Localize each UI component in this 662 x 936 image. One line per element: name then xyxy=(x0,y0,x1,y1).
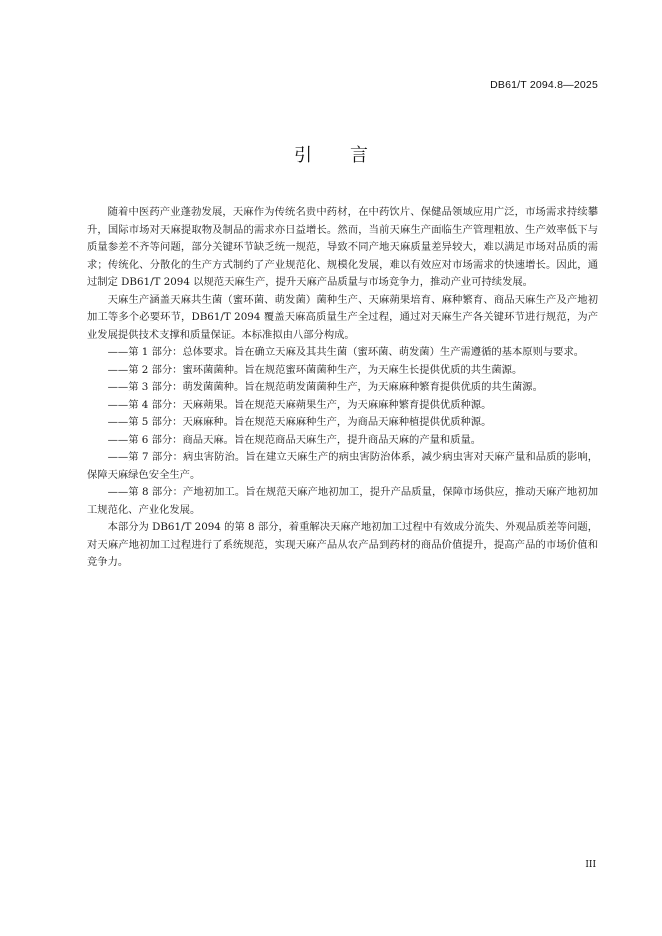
title-char-2: 言 xyxy=(350,145,368,166)
list-item-part-3: ——第 3 部分：萌发菌菌种。旨在规范萌发菌菌种生产，为天麻麻种繁育提供优质的共生菌源。 xyxy=(107,381,543,393)
list-item-part-7: ——第 7 部分：病虫害防治。旨在建立天麻生产的病虫害防治体系，减少病虫害对天麻产量和品质的影响，保障天麻绿色安全生产。 xyxy=(87,451,598,481)
document-code: DB61/T 2094.8—2025 xyxy=(490,79,598,91)
title-char-1: 引 xyxy=(294,145,312,166)
page-number: III xyxy=(585,860,596,870)
list-item-part-6: ——第 6 部分：商品天麻。旨在规范商品天麻生产，提升商品天麻的产量和质量。 xyxy=(107,433,482,446)
list-item-part-2: ——第 2 部分：蜜环菌菌种。旨在规范蜜环菌菌种生产，为天麻生长提供优质的共生菌源。 xyxy=(107,363,523,376)
list-item-part-8: ——第 8 部分：产地初加工。旨在规范天麻产地初加工，提升产品质量，保障市场供应，推动天麻产地初加工规范化、产业化发展。 xyxy=(87,486,598,516)
section-title xyxy=(0,141,662,167)
list-item-part-1: ——第 1 部分：总体要求。旨在确立天麻及其共生菌（蜜环菌、萌发菌）生产需遵循的基本原则与要求。 xyxy=(107,346,585,358)
paragraph-scope: 天麻生产涵盖天麻共生菌（蜜环菌、萌发菌）菌种生产、天麻蒴果培育、麻种繁育、商品天麻生产及产地初加工等多个必要环节，DB61/T 2094 覆盖天麻高质量生产全过程，通过对天麻生产各关键环节进行规范，为产业发展提供技术支撑和质量保证。本标准拟由八部分构成。 xyxy=(87,293,598,341)
list-item-part-4: ——第 4 部分：天麻蒴果。旨在规范天麻蒴果生产，为天麻麻种繁育提供优质种源。 xyxy=(107,398,492,411)
paragraph-intro-background: 随着中医药产业蓬勃发展，天麻作为传统名贵中药材，在中药饮片、保健品领域应用广泛，市场需求持续攀升，国际市场对天麻提取物及制品的需求亦日益增长。然而，当前天麻生产面临生产管理粗放、生产效率低下与质量参差不齐等问题，部分关键环节缺乏统一规范，导致不同产地天麻质量差异较大，难以满足市场对品质的需求；传统化、分散化的生产方式制约了产业规范化、规模化发展，难以有效应对市场需求的快速增长。因此，通过制定 DB61/T 2094 以规范天麻生产，提升天麻产品质量与市场竞争力，推动产业可持续发展。 xyxy=(87,206,598,288)
introduction-body xyxy=(87,204,598,572)
paragraph-this-part: 本部分为 DB61/T 2094 的第 8 部分，着重解决天麻产地初加工过程中有效成分流失、外观品质差等问题，对天麻产地初加工过程进行了系统规范，实现天麻产品从农产品到药材的商品价值提升，提高产品的市场价值和竞争力。 xyxy=(87,521,598,568)
list-item-part-5: ——第 5 部分：天麻麻种。旨在规范天麻麻种生产，为商品天麻种植提供优质种源。 xyxy=(107,416,492,428)
